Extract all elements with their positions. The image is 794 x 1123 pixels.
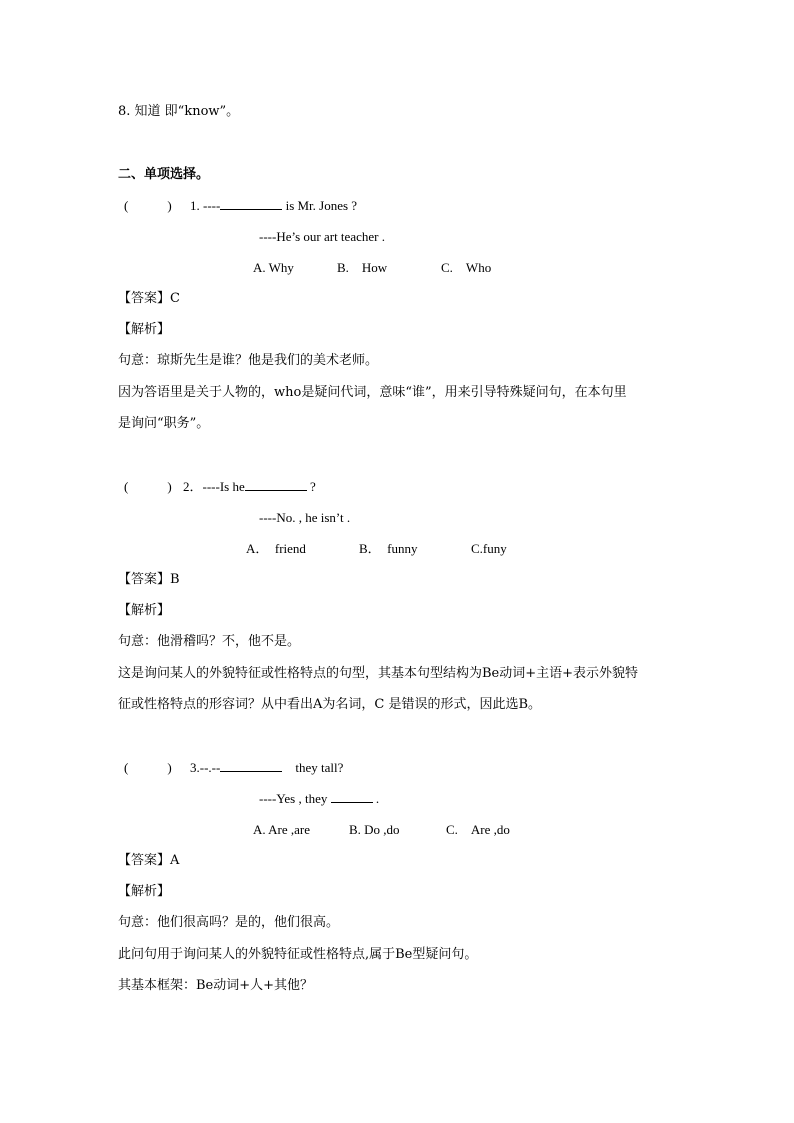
question-1-stem-pre: 1. ----	[190, 198, 221, 213]
question-2-explanation-line-1: 这是询问某人的外貌特征或性格特点的句型，其基本句型结构为Be动词+主语+表示外貌特	[118, 666, 639, 681]
question-3-reply-pre: ----Yes , they	[259, 791, 328, 806]
question-1-option-a: A. Why	[253, 260, 294, 275]
question-1-explanation-line-2: 是询问“职务”。	[118, 416, 210, 431]
question-1-stem	[190, 197, 357, 215]
question-3-explanation-line-1: 此问句用于询问某人的外貌特征或性格特点,属于Be型疑问句。	[118, 947, 478, 962]
question-3-stem-post: they tall?	[282, 760, 344, 775]
question-3-paren: ( )	[124, 760, 172, 775]
question-1-blank	[220, 197, 282, 210]
question-1-meaning: 句意：琼斯先生是谁？他是我们的美术老师。	[118, 353, 379, 368]
question-3-meaning: 句意：他们很高吗？是的，他们很高。	[118, 915, 340, 930]
question-3-analysis-label: 【解析】	[118, 884, 171, 899]
question-3-option-c: C. Are ,do	[446, 822, 510, 837]
question-2-paren: ( )	[124, 479, 172, 494]
question-3-stem	[190, 759, 343, 777]
question-2-analysis-label: 【解析】	[118, 603, 171, 618]
question-1-analysis-label: 【解析】	[118, 322, 171, 337]
question-3-reply-blank	[331, 790, 373, 803]
question-2-reply: ----No. , he isn’t .	[259, 510, 351, 525]
question-1-answer: 【答案】C	[118, 291, 180, 306]
question-3-reply-post: .	[372, 791, 380, 806]
question-3-answer: 【答案】A	[118, 853, 180, 868]
question-1-explanation-line-1: 因为答语里是关于人物的，who是疑问代词，意味“谁”，用来引导特殊疑问句，在本句里	[118, 385, 627, 400]
question-2-explanation-line-2: 征或性格特点的形容词？从中看出A为名词，C 是错误的形式，因此选B。	[118, 697, 542, 712]
question-2-option-c: C.funy	[471, 541, 507, 556]
question-2-answer: 【答案】B	[118, 572, 180, 587]
question-1-paren: ( )	[124, 198, 172, 213]
question-3-stem-pre: 3.--.--	[190, 760, 221, 775]
question-2-stem-pre: 2．----Is he	[183, 479, 245, 494]
question-2-stem	[183, 478, 316, 496]
question-1-option-b: B. How	[337, 260, 388, 275]
question-3-explanation-line-2: 其基本框架：Be动词+人+其他？	[118, 978, 314, 993]
question-1-option-c: C. Who	[441, 260, 492, 275]
question-2-option-a: A． friend	[246, 541, 306, 556]
question-2-stem-post: ?	[306, 479, 316, 494]
question-1-reply: ----He’s our art teacher .	[259, 229, 385, 244]
question-3-blank	[220, 759, 282, 772]
header-item: 8. 知道 即“know”。	[118, 104, 240, 119]
question-1-stem-post: is Mr. Jones ?	[282, 198, 358, 213]
question-3-option-b: B. Do ,do	[349, 822, 400, 837]
question-3-reply	[259, 790, 379, 808]
question-2-meaning: 句意：他滑稽吗？不，他不是。	[118, 634, 301, 649]
question-2-option-b: B． funny	[359, 541, 418, 556]
question-2-blank	[245, 478, 307, 491]
question-3-option-a: A. Are ,are	[253, 822, 311, 837]
section-title: 二、单项选择。	[118, 167, 210, 182]
